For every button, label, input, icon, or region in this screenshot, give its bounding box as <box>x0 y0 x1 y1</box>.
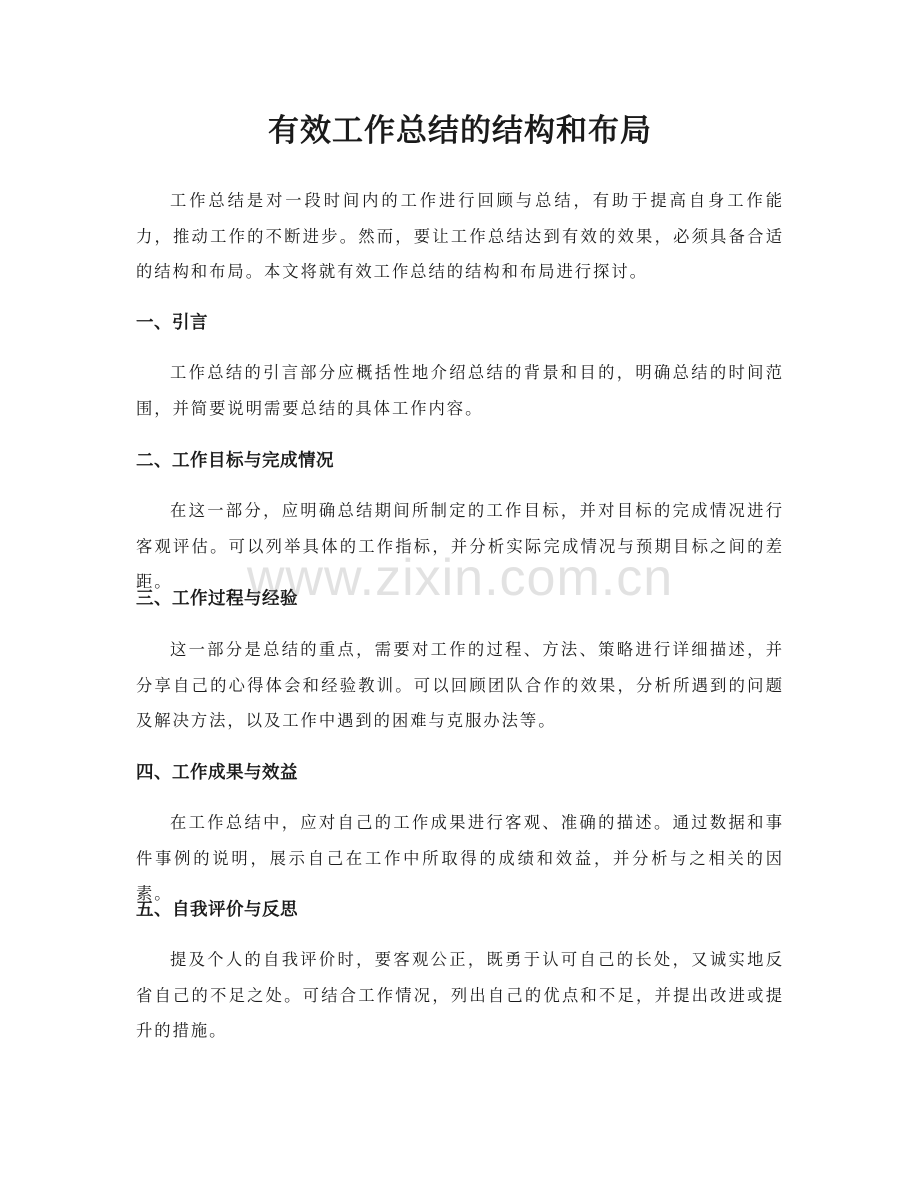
section-heading-3: 三、工作过程与经验 <box>136 589 298 609</box>
section-body-3: 这一部分是总结的重点，需要对工作的过程、方法、策略进行详细描述，并分享自己的心得体会和经验教训。可以回顾团队合作的效果，分析所遇到的问题及解决方法，以及工作中遇到的困难与克服办法等。 <box>136 640 784 730</box>
section-body-4: 在工作总结中，应对自己的工作成果进行客观、准确的描述。通过数据和事件事例的说明，展示自己在工作中所取得的成绩和效益，并分析与之相关的因素。 <box>136 813 784 903</box>
document-title: 有效工作总结的结构和布局 <box>268 113 652 149</box>
watermark: www.zixin.com.cn <box>246 549 674 607</box>
section-body-5: 提及个人的自我评价时，要客观公正，既勇于认可自己的长处，又诚实地反省自己的不足之处。可结合工作情况，列出自己的优点和不足，并提出改进或提升的措施。 <box>136 950 784 1040</box>
section-heading-2: 二、工作目标与完成情况 <box>136 451 334 471</box>
section-heading-5: 五、自我评价与反思 <box>136 900 298 920</box>
section-heading-4: 四、工作成果与效益 <box>136 763 298 783</box>
section-body-2: 在这一部分，应明确总结期间所制定的工作目标，并对目标的完成情况进行客观评估。可以列举具体的工作指标，并分析实际完成情况与预期目标之间的差距。 <box>136 501 784 591</box>
section-body-1: 工作总结的引言部分应概括性地介绍总结的背景和目的，明确总结的时间范围，并简要说明需要总结的具体工作内容。 <box>136 363 784 418</box>
section-heading-1: 一、引言 <box>136 313 208 333</box>
intro-paragraph: 工作总结是对一段时间内的工作进行回顾与总结，有助于提高自身工作能力，推动工作的不断进步。然而，要让工作总结达到有效的效果，必须具备合适的结构和布局。本文将就有效工作总结的结构和布局进行探讨。 <box>136 191 784 281</box>
